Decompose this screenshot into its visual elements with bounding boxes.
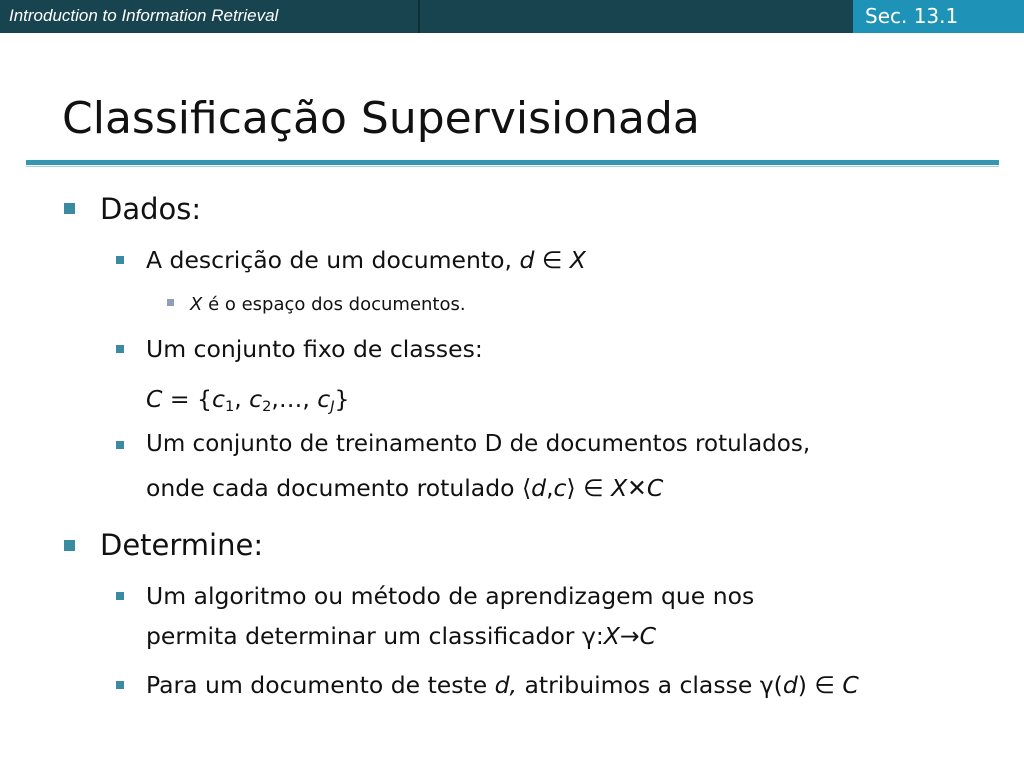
title-underline bbox=[26, 160, 999, 165]
bullet-square-icon bbox=[116, 681, 124, 689]
bullet-espaco: X é o espaço dos documentos. bbox=[190, 294, 466, 315]
bullet-square-icon bbox=[116, 256, 124, 264]
header-divider bbox=[418, 0, 420, 33]
bullet-square-icon bbox=[167, 299, 174, 306]
bullet-descricao: A descrição de um documento, d ∈ X bbox=[146, 246, 586, 274]
bullet-treinamento-line2: onde cada documento rotulado ⟨d,c⟩ ∈ X✕C bbox=[146, 474, 664, 502]
slide-title: Classificação Supervisionada bbox=[62, 93, 700, 144]
bullet-square-icon bbox=[64, 540, 75, 551]
class-set: $C = \{c_1$, $c_2,\dots$, $c_J$} bbox=[146, 385, 350, 416]
bullet-dados: Dados: bbox=[100, 192, 202, 226]
header-bar bbox=[0, 0, 1024, 33]
bullet-teste: Para um documento de teste d, atribuimos a classe γ(d) ∈ C bbox=[146, 671, 859, 699]
bullet-classes: Um conjunto fixo de classes: bbox=[146, 335, 483, 363]
section-label: Sec. 13.1 bbox=[865, 4, 959, 28]
bullet-algoritmo-line1: Um algoritmo ou método de aprendizagem que nos bbox=[146, 582, 755, 610]
bullet-treinamento-line1: Um conjunto de treinamento D de documentos rotulados, bbox=[146, 431, 811, 457]
bullet-algoritmo-line2: permita determinar um classificador γ:X→C bbox=[146, 622, 657, 650]
bullet-square-icon bbox=[116, 441, 124, 449]
bullet-square-icon bbox=[116, 592, 124, 600]
title-underline-shadow bbox=[26, 166, 999, 167]
bullet-determine: Determine: bbox=[100, 528, 264, 562]
course-title: Introduction to Information Retrieval bbox=[9, 6, 279, 25]
bullet-square-icon bbox=[116, 345, 124, 353]
bullet-square-icon bbox=[64, 203, 75, 214]
